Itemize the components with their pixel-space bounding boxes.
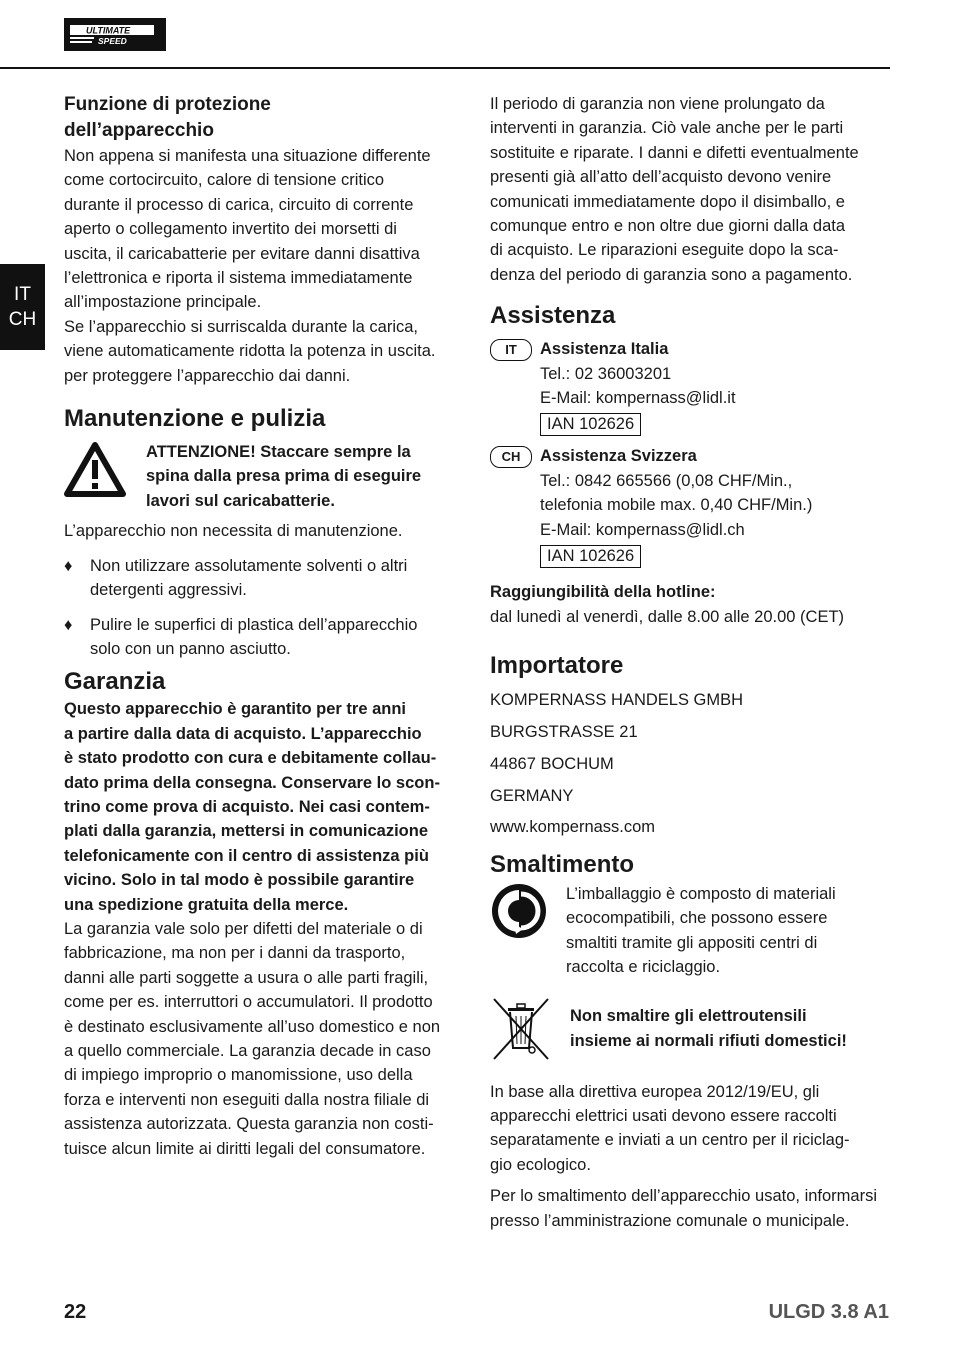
- warranty-title: Garanzia: [64, 668, 166, 696]
- maintenance-title: Manutenzione e pulizia: [64, 405, 326, 433]
- diamond-bullet-icon: ♦: [64, 615, 73, 634]
- disposal-info-text: Per lo smaltimento dell’apparecchio usato, informarsi presso l’amministrazione comunale o municipale.: [490, 1187, 878, 1230]
- green-dot-recycling-icon: [490, 882, 548, 940]
- page-number: 22: [64, 1301, 87, 1323]
- packaging-disposal: L’imballaggio è composto di materiali ecocompatibili, che possono essere smaltiti tramite gli appositi centri di raccolta e riciclaggio.: [490, 882, 890, 980]
- list-item: ♦ Pulire le superfici di plastica dell’apparecchio solo con un panno asciutto.: [64, 613, 464, 662]
- ian-code: IAN 102626: [540, 545, 641, 568]
- importer-website: www.kompernass.com: [490, 818, 656, 837]
- maintenance-note: L’apparecchio non necessita di manutenzione.: [64, 522, 403, 541]
- directive-text: In base alla direttiva europea 2012/19/EU, gli apparecchi elettrici usati devono essere raccolti separatamente e inviati a un centro per il riciclag- gio ecologico.: [490, 1082, 850, 1174]
- svg-text:SPEED: SPEED: [98, 36, 127, 46]
- importer-address: KOMPERNASS HANDELS GMBH BURGSTRASSE 21 44867 BOCHUM GERMANY www.kompernass.com: [490, 688, 890, 840]
- left-column: [64, 92, 464, 1161]
- disposal-title: Smaltimento: [490, 850, 635, 878]
- language-tab: [0, 264, 45, 350]
- maintenance-warning: ATTENZIONE! Staccare sempre la spina dalla presa prima di eseguire lavori sul caricabatterie.: [64, 440, 464, 513]
- brand-logo: [64, 18, 166, 51]
- importer-title: Importatore: [490, 651, 624, 679]
- svg-text:ULTIMATE: ULTIMATE: [86, 25, 131, 36]
- hotline-title: Raggiungibilità della hotline:: [490, 583, 716, 602]
- maintenance-list: [64, 554, 464, 662]
- weee-disposal: Non smaltire gli elettroutensili insieme ai normali rifiuti domestici!: [490, 996, 890, 1062]
- country-badge-ch: CH: [490, 446, 532, 468]
- warning-icon: [64, 442, 126, 498]
- protection-title: Funzione di protezione dell’apparecchio: [64, 94, 271, 141]
- country-badge-it: IT: [490, 339, 532, 361]
- language-ch: CH: [8, 309, 37, 330]
- service-title: Assistenza: [490, 302, 616, 330]
- warranty-text: La garanzia vale solo per difetti del materiale o di fabbricazione, ma non per i danni da trasporto, danni alle parti soggette a usura o alle parti fragili, come per es. interruttori o accumulatori. Il prodotto è destinato esclusivamente all’uso domestico e non a quello commerciale. La garanzia decade in caso di impiego improprio o manomissione, uso della forza e interventi non eseguiti dalla nostra filiale di assistenza autorizzata. Questa garanzia non costi- tuisce alcun limite ai diritti legali del consumatore.: [64, 919, 441, 1158]
- language-it: IT: [14, 284, 31, 305]
- right-column: [490, 92, 890, 1233]
- crossed-out-bin-icon: [490, 996, 552, 1062]
- ian-code: IAN 102626: [540, 413, 641, 436]
- protection-text: Non appena si manifesta una situazione differente come cortocircuito, calore di tensione critico durante il processo di carica, circuito di corrente aperto o collegamento invertito dei morsetti di uscita, il caricabatterie per evitare danni disattiva l’elettronica e riporta il sistema immediatamente all’impostazione principale. Se l’apparecchio si surriscalda durante la carica, viene automaticamente ridotta la potenza in uscita. per proteggere l’apparecchio dai danni.: [64, 147, 436, 385]
- header-rule: [0, 67, 890, 69]
- warranty-bold-text: Questo apparecchio è garantito per tre anni a partire dalla data di acquisto. L’apparecchio è stato prodotto con cura e debitamente collau- dato prima della consegna. Conservare lo scon- trino come prova di acquisto. Nei casi contem- plati dalla garanzia, mettersi in comunicazione telefonicamente con il centro di assistenza più vicino. Solo in tal modo è possibile garantire una spedizione gratuita della merce.: [64, 700, 440, 914]
- diamond-bullet-icon: ♦: [64, 556, 73, 575]
- model-name: ULGD 3.8 A1: [768, 1301, 889, 1323]
- warranty-continued-text: Il periodo di garanzia non viene prolungato da interventi in garanzia. Ciò vale anche per le parti sostituite e riparate. I danni e difetti eventualmente presenti già all’atto dell’acquisto devono venire comunicati immediatamente dopo il disimballo, e comunque entro e non oltre due giorni dalla data di acquisto. Le riparazioni eseguite dopo la sca- denza del periodo di garanzia sono a pagamento.: [490, 95, 859, 284]
- service-contact-switzerland: CH Assistenza Svizzera Tel.: 0842 665566 (0,08 CHF/Min., telefonia mobile max. 0,40 CHF/Min.) E-Mail: kompernass@lidl.ch IAN 102626: [490, 444, 890, 568]
- hotline-hours: dal lunedì al venerdì, dalle 8.00 alle 20.00 (CET): [490, 607, 845, 626]
- list-item: ♦ Non utilizzare assolutamente solventi o altri detergenti aggressivi.: [64, 554, 464, 603]
- service-contact-italy: IT Assistenza Italia Tel.: 02 36003201 E-Mail: kompernass@lidl.it IAN 102626: [490, 337, 890, 436]
